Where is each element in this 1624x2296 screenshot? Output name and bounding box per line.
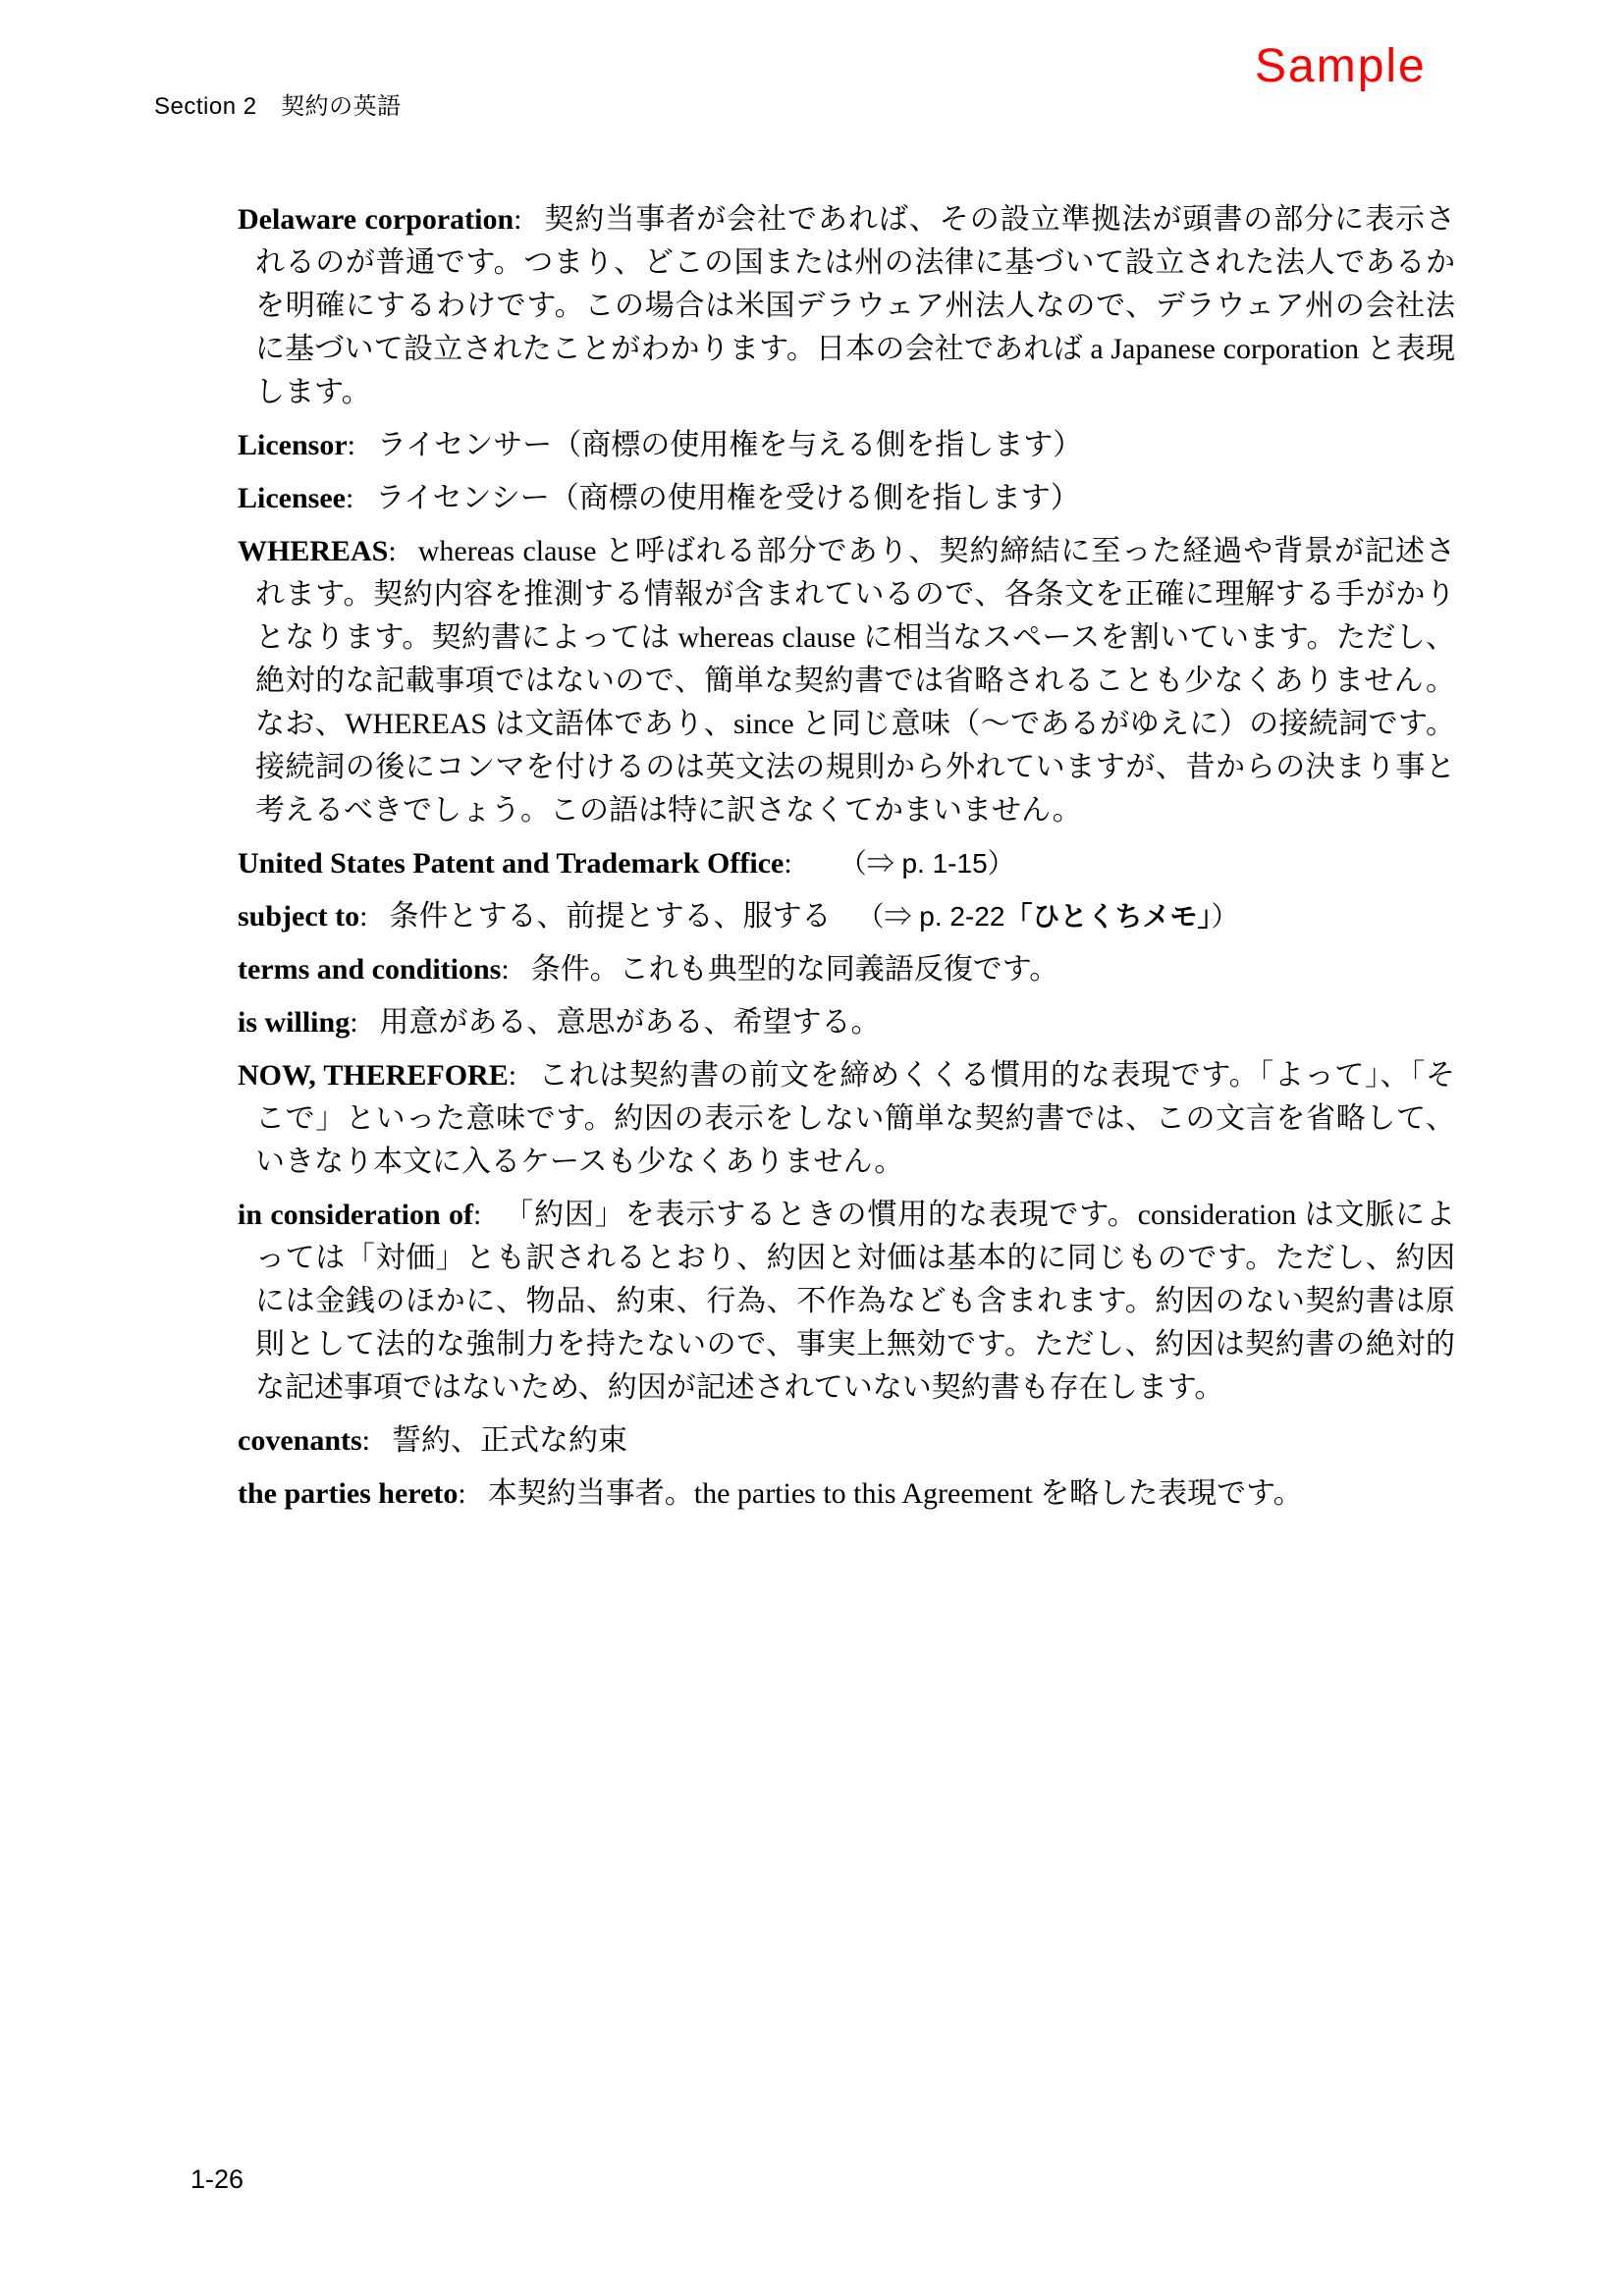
term-colon: : <box>388 535 397 567</box>
term-colon: : <box>508 1059 517 1092</box>
term-colon: : <box>350 1006 358 1039</box>
glossary-entry-whereas <box>238 530 1455 832</box>
term-colon: : <box>359 900 368 933</box>
glossary-entry-now-therefore <box>238 1054 1455 1184</box>
term-label: subject to <box>238 900 360 933</box>
glossary-entry-licensee <box>238 477 1455 520</box>
section-header: Section 2 契約の英語 <box>154 93 402 120</box>
glossary-entry-is-willing <box>238 1001 1455 1044</box>
memo-label: 「ひとくちメモ」 <box>1004 901 1212 932</box>
term-definition: 条件とする、前提とする、服する <box>389 900 832 933</box>
glossary-list <box>238 198 1455 1525</box>
term-colon: : <box>347 429 355 461</box>
page-number: 1-26 <box>190 2164 244 2194</box>
term-definition: ライセンシー（商標の使用権を受ける側を指します） <box>375 482 1080 514</box>
term-label: NOW, THEREFORE <box>238 1059 509 1092</box>
glossary-entry-delaware-corporation <box>238 198 1455 414</box>
page-reference: （⇒ p. 1-15） <box>839 848 1015 879</box>
glossary-entry-terms-and-conditions <box>238 948 1455 991</box>
glossary-entry-the-parties-hereto <box>238 1472 1455 1516</box>
term-label: WHEREAS <box>238 535 389 567</box>
term-definition: ライセンサー（商標の使用権を与える側を指します） <box>377 429 1083 461</box>
term-colon: : <box>473 1199 482 1231</box>
term-colon: : <box>514 203 522 236</box>
term-definition: 誓約、正式な約束 <box>392 1424 628 1457</box>
term-label: covenants <box>238 1424 362 1457</box>
sample-watermark: Sample <box>1255 40 1427 92</box>
term-colon: : <box>345 482 354 514</box>
term-label: Licensor <box>238 429 348 461</box>
term-label: terms and conditions <box>238 953 502 986</box>
term-definition: 「約因」を表示するときの慣用的な表現です。consideration は文脈によっては「対価」とも訳されるとおり、約因と対価は基本的に同じものです。ただし、約因には金銭のほかに、物品、約束、行為、不作為なども含まれます。約因のない契約書は原則として法的な強制力を持たないので、事実上無効です。ただし、約因は契約書の絶対的な記述事項ではないため、約因が記述されていない契約書も存在します。 <box>255 1199 1455 1404</box>
term-label: in consideration of <box>238 1199 474 1231</box>
glossary-entry-subject-to <box>238 895 1455 938</box>
glossary-entry-licensor <box>238 424 1455 467</box>
glossary-entry-uspto <box>238 842 1455 885</box>
term-label: Licensee <box>238 482 346 514</box>
term-label: United States Patent and Trademark Office <box>238 847 785 880</box>
term-colon: : <box>501 953 510 986</box>
term-definition: 条件。これも典型的な同義語反復です。 <box>530 953 1059 986</box>
term-definition: 本契約当事者。the parties to this Agreement を略した表現です。 <box>487 1477 1303 1510</box>
term-colon: : <box>361 1424 371 1457</box>
glossary-entry-in-consideration-of <box>238 1194 1455 1410</box>
page-reference-close: ） <box>1211 901 1239 932</box>
term-definition: これは契約書の前文を締めくくる慣用的な表現です。「よって」、「そこで」といった意味です。約因の表示をしない簡単な契約書では、この文言を省略して、いきなり本文に入るケースも少なくありません。 <box>255 1059 1455 1178</box>
term-colon: : <box>784 847 792 880</box>
term-label: is willing <box>238 1006 351 1039</box>
term-definition: 契約当事者が会社であれば、その設立準拠法が頭書の部分に表示されるのが普通です。つまり、どこの国または州の法律に基づいて設立された法人であるかを明確にするわけです。この場合は米国デラウェア州法人なので、デラウェア州の会社法に基づいて設立されたことがわかります。日本の会社であれば a Japanese corporation と表現します。 <box>255 203 1456 408</box>
term-colon: : <box>458 1477 466 1510</box>
term-label: Delaware corporation <box>238 203 514 236</box>
page-reference: （⇒ p. 2-22 <box>856 901 1005 932</box>
term-label: the parties hereto <box>238 1477 459 1510</box>
term-definition: 用意がある、意思がある、希望する。 <box>379 1006 881 1039</box>
term-definition: whereas clause と呼ばれる部分であり、契約締結に至った経過や背景が記述されます。契約内容を推測する情報が含まれているので、各条文を正確に理解する手がかりとなります。契約書によっては whereas clause に相当なスペースを割いています。ただし、絶対的な記載事項ではないので、簡単な契約書では省略されることも少なくありません。なお、WHEREAS は文語体であり、since と同じ意味（〜であるがゆえに）の接続詞です。接続詞の後にコンマを付けるのは英文法の規則から外れていますが、昔からの決まり事と考えるべきでしょう。この語は特に訳さなくてかまいません。 <box>255 535 1455 827</box>
glossary-entry-covenants <box>238 1419 1455 1463</box>
